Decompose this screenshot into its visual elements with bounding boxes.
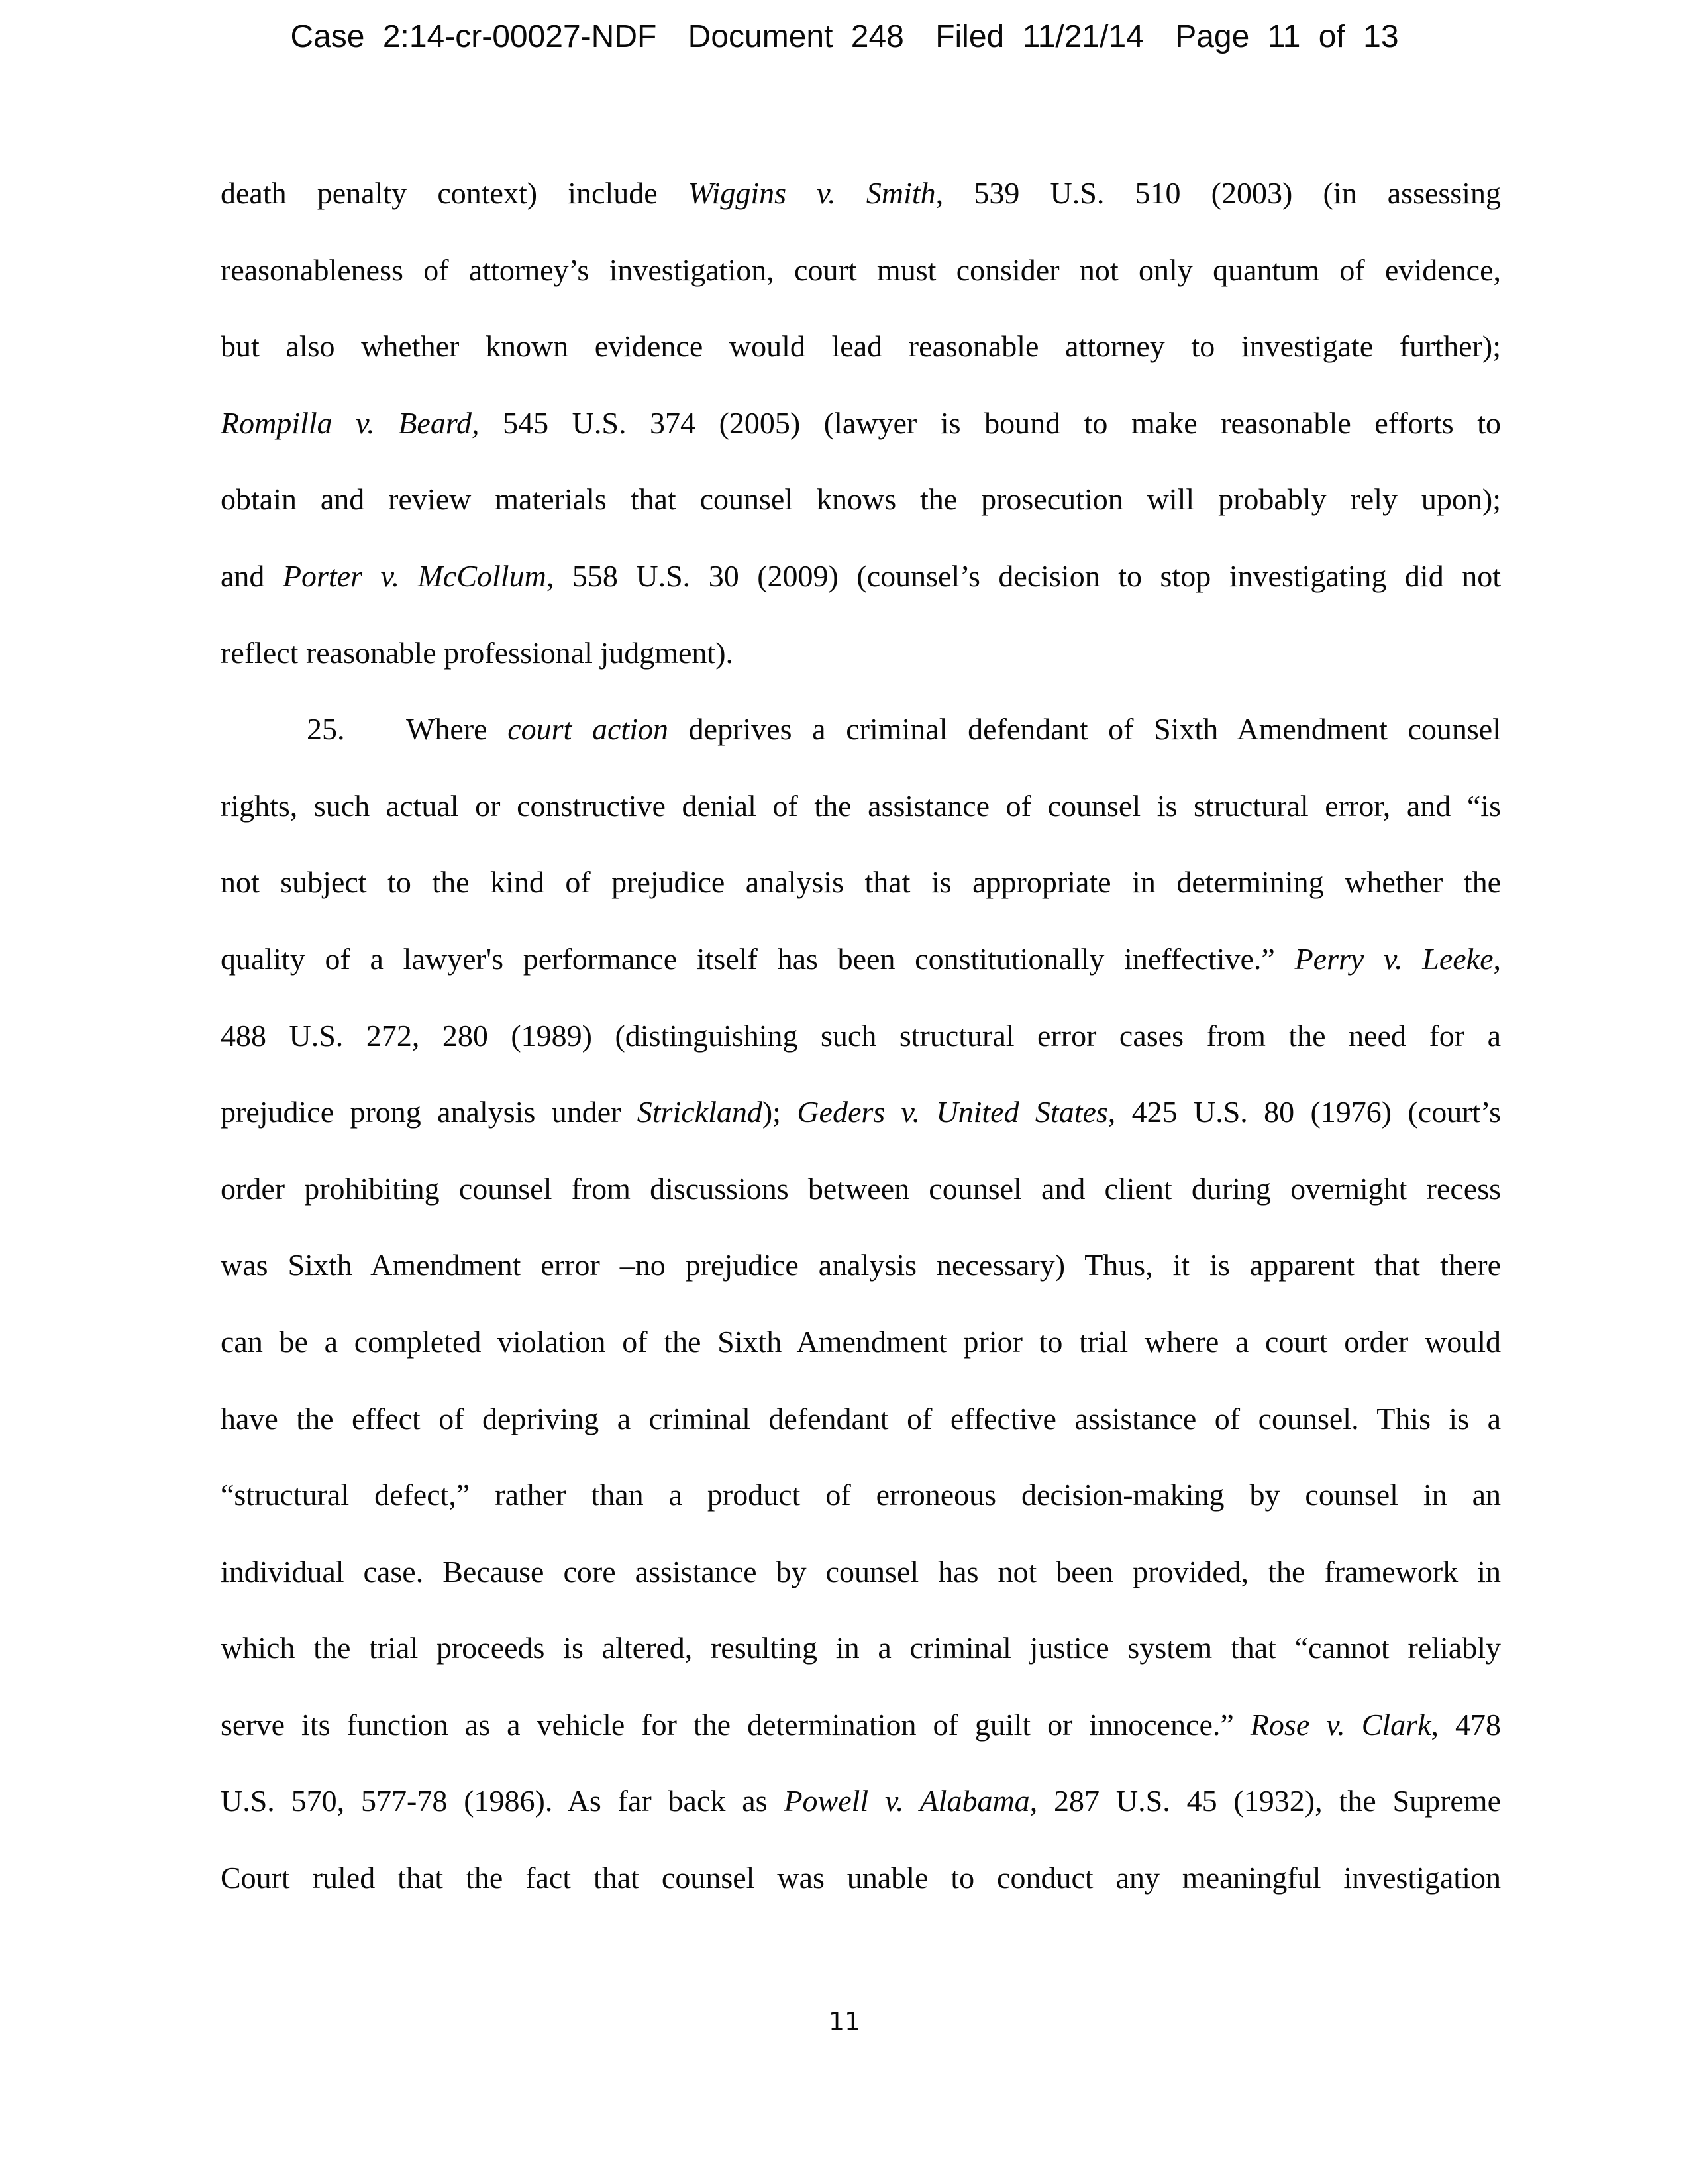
page-number: 11: [828, 2007, 861, 2036]
text-line: [221, 1245, 1501, 1322]
text-run: , 287 U.S. 45 (1932), the Supreme: [1029, 1784, 1502, 1818]
text-run: was Sixth Amendment error –no prejudice analysis necessary) Thus, it is apparent that there: [221, 1248, 1501, 1282]
text-line: [221, 556, 1501, 633]
text-line: [221, 1552, 1501, 1629]
text-run: ,: [1493, 941, 1502, 976]
page-indicator: Page 11 of 13: [1175, 19, 1399, 54]
case-citation: Geders v. United States: [797, 1095, 1108, 1129]
text-run: can be a completed violation of the Sixth Amendment prior to trial where a court order would: [221, 1324, 1501, 1359]
text-run: , 539 U.S. 510 (2003) (in assessing: [935, 176, 1501, 210]
text-line: [221, 1858, 1501, 1935]
text-run: , 425 U.S. 80 (1976) (court’s: [1107, 1095, 1501, 1129]
text-run: U.S. 570, 577-78 (1986). As far back as: [221, 1784, 784, 1818]
text-line: [221, 1475, 1501, 1552]
text-line: [221, 862, 1501, 939]
filed-date: Filed 11/21/14: [935, 19, 1144, 54]
text-line: [221, 1322, 1501, 1399]
court-filing-header: [0, 19, 1689, 55]
case-citation: Rose v. Clark: [1250, 1707, 1431, 1742]
text-line: [221, 174, 1501, 250]
text-line: [221, 1092, 1501, 1169]
text-line: [221, 786, 1501, 863]
text-line: [221, 1399, 1501, 1476]
text-run: individual case. Because core assistance by counsel has not been provided, the framework in: [221, 1554, 1501, 1588]
text-line: [221, 480, 1501, 556]
text-run: “structural defect,” rather than a product of erroneous decision-making by counsel in an: [221, 1478, 1501, 1512]
text-run: );: [762, 1095, 797, 1129]
text-run: death penalty context) include: [221, 176, 688, 210]
text-run: rights, such actual or constructive denial of the assistance of counsel is structural error, and “is: [221, 788, 1501, 823]
text-run: Where: [406, 712, 508, 747]
text-run: obtain and review materials that counsel knows the prosecution will probably rely upon);: [221, 482, 1501, 517]
text-line: [221, 1781, 1501, 1858]
case-citation: Perry v. Leeke: [1294, 941, 1494, 976]
case-number: Case 2:14-cr-00027-NDF: [290, 19, 657, 54]
case-citation: court action: [507, 712, 668, 747]
text-run: Court ruled that the fact that counsel was unable to conduct any meaningful investigation: [221, 1861, 1501, 1895]
case-citation: Powell v. Alabama: [784, 1784, 1030, 1818]
text-line: [221, 709, 1501, 786]
case-citation: Porter v. McCollum: [282, 558, 546, 593]
document-number: Document 248: [688, 19, 904, 54]
text-run: order prohibiting counsel from discussions between counsel and client during overnight recess: [221, 1171, 1501, 1206]
text-run: have the effect of depriving a criminal defendant of effective assistance of counsel. This is a: [221, 1401, 1501, 1435]
text-run: but also whether known evidence would lead reasonable attorney to investigate further);: [221, 329, 1501, 364]
text-run: serve its function as a vehicle for the determination of guilt or innocence.”: [221, 1707, 1251, 1742]
text-run: , 558 U.S. 30 (2009) (counsel’s decision to stop investigating did not: [546, 558, 1501, 593]
text-run: prejudice prong analysis under: [221, 1095, 637, 1129]
case-citation: Rompilla v. Beard,: [221, 405, 480, 440]
text-line: [221, 939, 1501, 1016]
text-run: which the trial proceeds is altered, resulting in a criminal justice system that “cannot reliably: [221, 1631, 1501, 1665]
case-citation: Wiggins v. Smith: [688, 176, 936, 210]
text-run: deprives a criminal defendant of Sixth Amendment counsel: [668, 712, 1501, 747]
text-line: [221, 1628, 1501, 1705]
text-run: quality of a lawyer's performance itself has been constitutionally ineffective.”: [221, 941, 1295, 976]
case-citation: Strickland: [637, 1095, 762, 1129]
text-line: [221, 1169, 1501, 1246]
text-line: [221, 327, 1501, 403]
text-run: 488 U.S. 272, 280 (1989) (distinguishing such structural error cases from the need for a: [221, 1018, 1501, 1053]
text-line: [221, 1705, 1501, 1782]
document-body: [221, 174, 1501, 1935]
text-run: reflect reasonable professional judgment).: [221, 635, 734, 670]
text-line: [221, 250, 1501, 327]
text-line: [221, 1016, 1501, 1093]
text-run: , 478: [1431, 1707, 1502, 1742]
text-run: and: [221, 558, 283, 593]
text-run: not subject to the kind of prejudice analysis that is appropriate in determining whether the: [221, 865, 1501, 900]
text-run: reasonableness of attorney’s investigation, court must consider not only quantum of evidence,: [221, 252, 1501, 287]
paragraph-number: 25.: [307, 712, 345, 747]
text-line: [221, 403, 1501, 480]
text-line: [221, 633, 1501, 710]
text-run: 545 U.S. 374 (2005) (lawyer is bound to make reasonable efforts to: [479, 405, 1501, 440]
